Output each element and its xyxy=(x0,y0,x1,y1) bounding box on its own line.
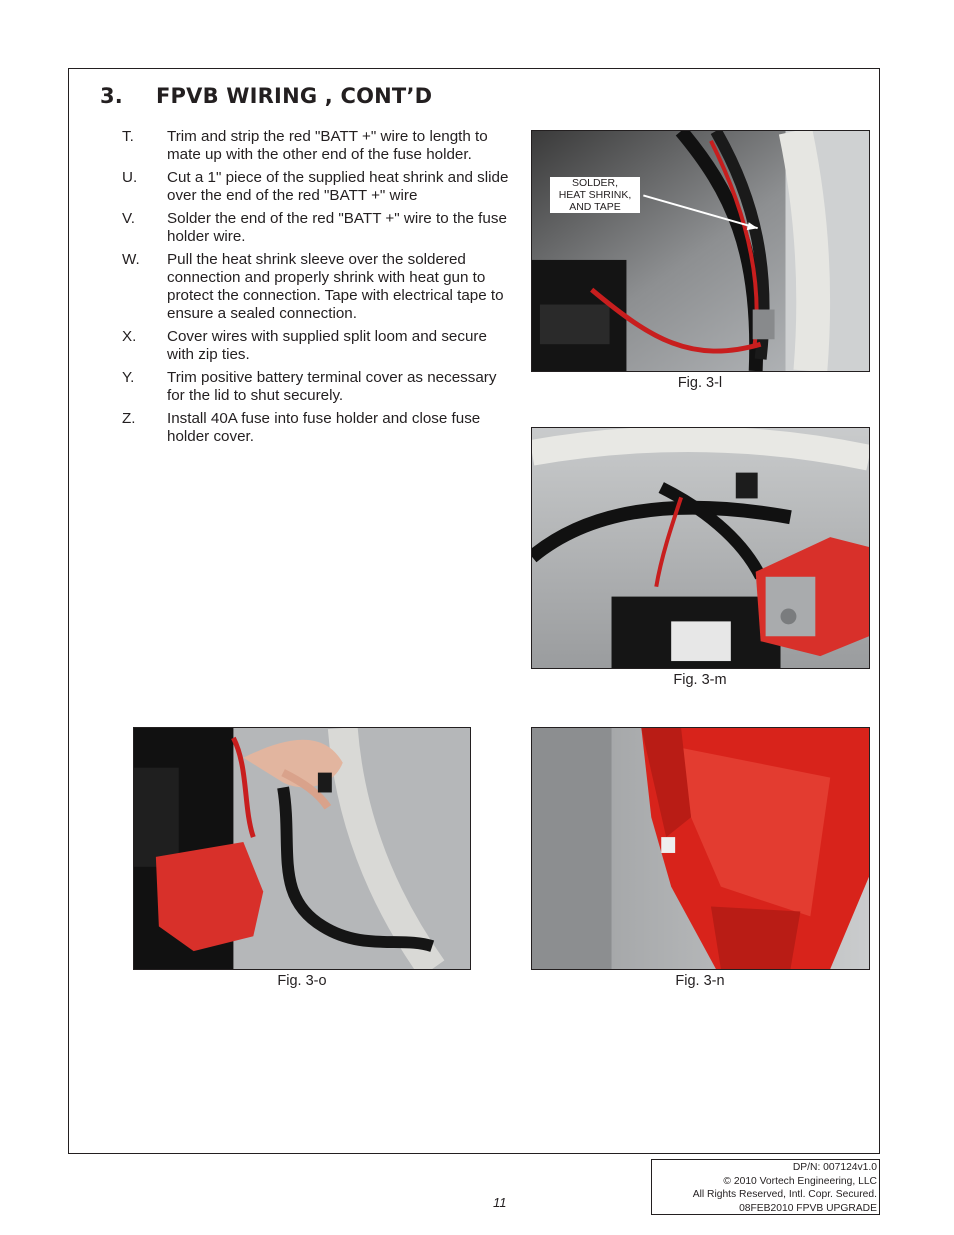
step-text: Trim positive battery terminal cover as necessary for the lid to shut securely. xyxy=(167,369,497,404)
instruction-steps xyxy=(122,128,514,451)
page-number: 11 xyxy=(493,1195,507,1210)
step-letter: V. xyxy=(122,210,135,227)
photo-fig-3-n xyxy=(531,727,870,970)
step-letter: W. xyxy=(122,251,140,268)
step-item xyxy=(122,210,514,246)
step-letter: Z. xyxy=(122,410,136,427)
step-item xyxy=(122,328,514,364)
callout-line: AND TAPE xyxy=(569,201,621,213)
photo-fig-3-l xyxy=(531,130,870,372)
figure-caption: Fig. 3-m xyxy=(673,672,727,688)
step-text: Cover wires with supplied split loom and secure with zip ties. xyxy=(167,328,487,363)
step-letter: U. xyxy=(122,169,138,186)
footer-rights: All Rights Reserved, Intl. Copr. Secured. xyxy=(692,1189,877,1200)
figure-caption: Fig. 3-l xyxy=(677,375,723,391)
callout-line: SOLDER, xyxy=(571,177,619,189)
step-item xyxy=(122,251,514,323)
step-letter: T. xyxy=(122,128,134,145)
photo-fig-3-m xyxy=(531,427,870,669)
step-text: Cut a 1" piece of the supplied heat shrink and slide over the end of the red "BATT +" wire xyxy=(167,169,509,204)
step-text: Pull the heat shrink sleeve over the soldered connection and properly shrink with heat gun to protect the connection. Tape with electrical tape to ensure a sealed connection. xyxy=(167,251,504,322)
footer-box xyxy=(651,1159,880,1215)
callout-line: HEAT SHRINK, xyxy=(558,189,632,201)
footer-doc: 08FEB2010 FPVB UPGRADE xyxy=(739,1202,877,1214)
photo-fig-3-o xyxy=(133,727,471,970)
step-item xyxy=(122,169,514,205)
step-item xyxy=(122,369,514,405)
section-number: 3. xyxy=(100,84,123,108)
figure-caption: Fig. 3-o xyxy=(277,973,327,989)
footer-copyright: © 2010 Vortech Engineering, LLC xyxy=(723,1175,877,1187)
step-item xyxy=(122,410,514,446)
footer-part-number: DP/N: 007124v1.0 xyxy=(792,1162,877,1173)
step-text: Install 40A fuse into fuse holder and close fuse holder cover. xyxy=(167,410,481,445)
figure-callout xyxy=(550,177,640,213)
section-heading xyxy=(100,84,432,108)
section-title: FPVB WIRING , CONT’D xyxy=(156,84,433,108)
step-text: Trim and strip the red "BATT +" wire to length to mate up with the other end of the fuse holder. xyxy=(167,128,488,163)
step-item xyxy=(122,128,514,164)
step-letter: Y. xyxy=(122,369,135,386)
step-text: Solder the end of the red "BATT +" wire to the fuse holder wire. xyxy=(167,210,507,245)
figure-caption: Fig. 3-n xyxy=(675,973,725,989)
step-letter: X. xyxy=(122,328,137,345)
